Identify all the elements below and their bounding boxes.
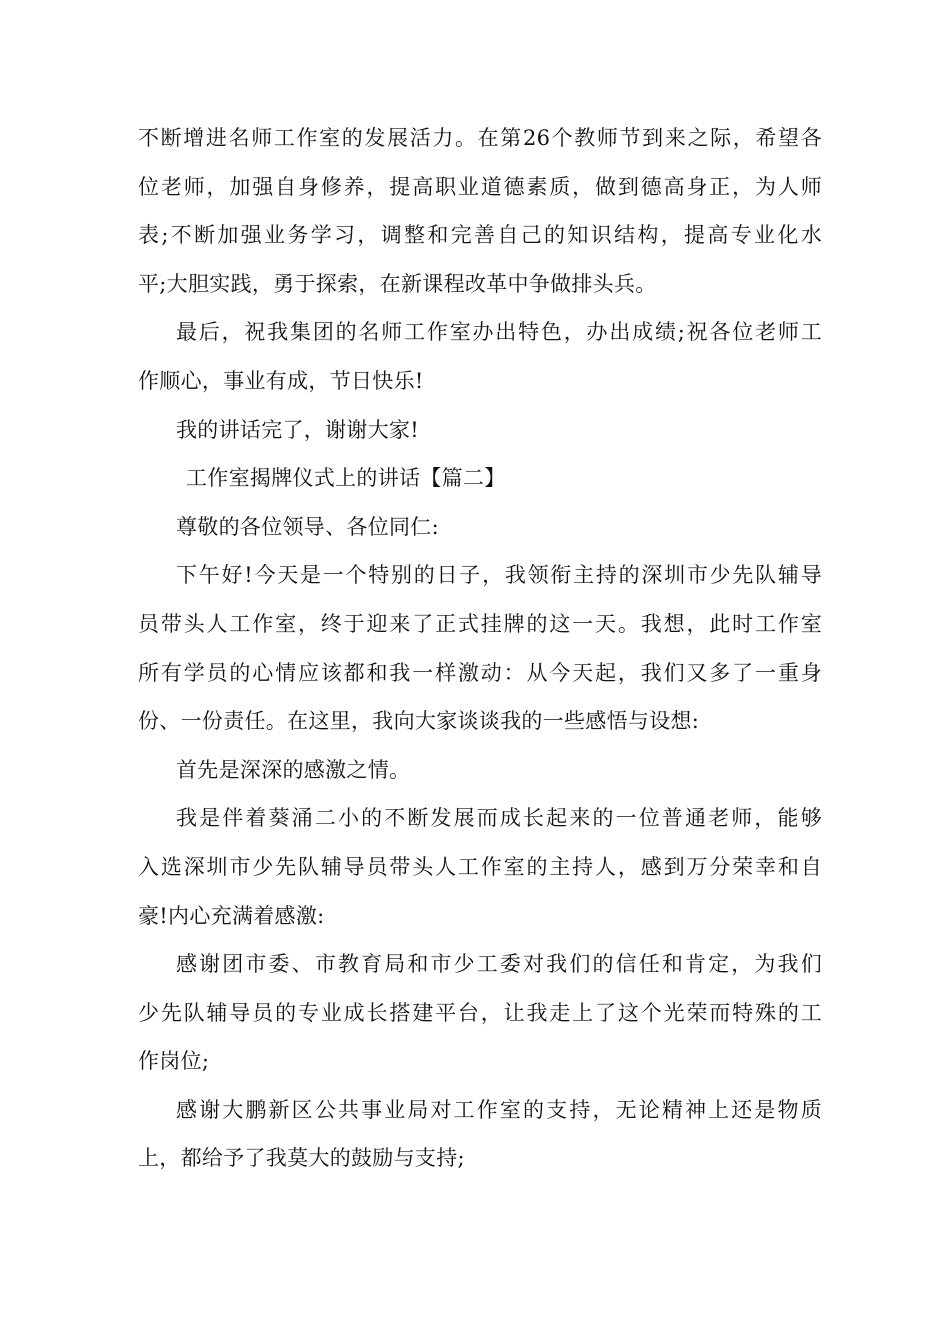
text-line: 位老师，加强自身修养，提高职业道德素质，做到德高身正，为人师	[138, 174, 822, 199]
text-line: 感谢大鹏新区公共事业局对工作室的支持，无论精神上还是物质	[176, 1097, 822, 1122]
text-line: 所有学员的心情应该都和我一样激动：从今天起，我们又多了一重身	[138, 660, 822, 685]
text-line: 作岗位;	[138, 1049, 210, 1074]
text-line: 尊敬的各位领导、各位同仁:	[176, 514, 439, 539]
text-line: 表;不断加强业务学习，调整和完善自己的知识结构，提高专业化水	[138, 223, 822, 248]
text-line: 首先是深深的感激之情。	[176, 757, 411, 782]
text-line: 入选深圳市少先队辅导员带头人工作室的主持人，感到万分荣幸和自	[138, 854, 822, 879]
section-heading: 工作室揭牌仪式上的讲话【篇二】	[186, 466, 506, 491]
text-line: 豪!内心充满着感激:	[138, 903, 325, 928]
text-line: 下午好!今天是一个特别的日子，我领衔主持的深圳市少先队辅导	[176, 563, 822, 588]
text-line: 感谢团市委、市教育局和市少工委对我们的信任和肯定，为我们	[176, 952, 822, 977]
text-line: 份、一份责任。在这里，我向大家谈谈我的一些感悟与设想:	[138, 709, 700, 734]
document-body	[138, 114, 822, 1183]
text-line: 上，都给予了我莫大的鼓励与支持;	[138, 1146, 465, 1171]
text-line: 少先队辅导员的专业成长搭建平台，让我走上了这个光荣而特殊的工	[138, 1000, 822, 1025]
text-line: 作顺心，事业有成，节日快乐!	[138, 368, 424, 393]
text-line: 平;大胆实践，勇于探索，在新课程改革中争做排头兵。	[138, 271, 657, 296]
text-line: 员带头人工作室，终于迎来了正式挂牌的这一天。我想，此时工作室	[138, 611, 822, 636]
text-line: 最后，祝我集团的名师工作室办出特色，办出成绩;祝各位老师工	[176, 320, 822, 345]
text-line: 不断增进名师工作室的发展活力。在第26个教师节到来之际，希望各	[138, 126, 822, 150]
text-line: 我的讲话完了，谢谢大家!	[176, 417, 420, 442]
text-line: 我是伴着葵涌二小的不断发展而成长起来的一位普通老师，能够	[176, 806, 822, 831]
